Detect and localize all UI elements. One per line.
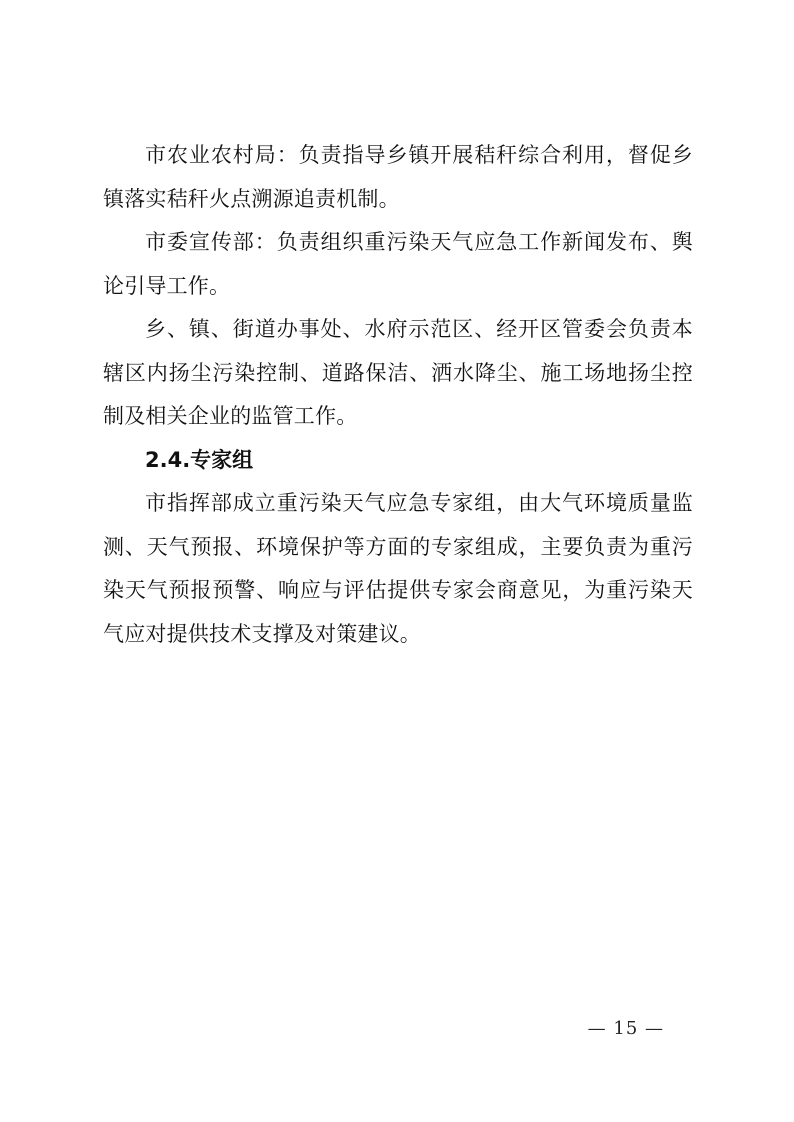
paragraph-publicity-department: 市委宣传部：负责组织重污染天气应急工作新闻发布、舆论引导工作。 — [103, 230, 693, 298]
page-content — [103, 134, 693, 656]
page-number: — 15 — — [587, 1018, 664, 1039]
paragraph-townships: 乡、镇、街道办事处、水府示范区、经开区管委会负责本辖区内扬尘污染控制、道路保洁、洒水降尘、施工场地扬尘控制及相关企业的监管工作。 — [103, 317, 693, 428]
paragraph-agriculture-bureau: 市农业农村局：负责指导乡镇开展秸秆综合利用，督促乡镇落实秸秆火点溯源追责机制。 — [103, 143, 693, 211]
section-heading: 2.4.专家组 — [145, 447, 254, 472]
section-body: 市指挥部成立重污染天气应急专家组，由大气环境质量监测、天气预报、环境保护等方面的专家组成，主要负责为重污染天气预报预警、响应与评估提供专家会商意见，为重污染天气应对提供技术支撑及对策建议。 — [103, 491, 693, 646]
